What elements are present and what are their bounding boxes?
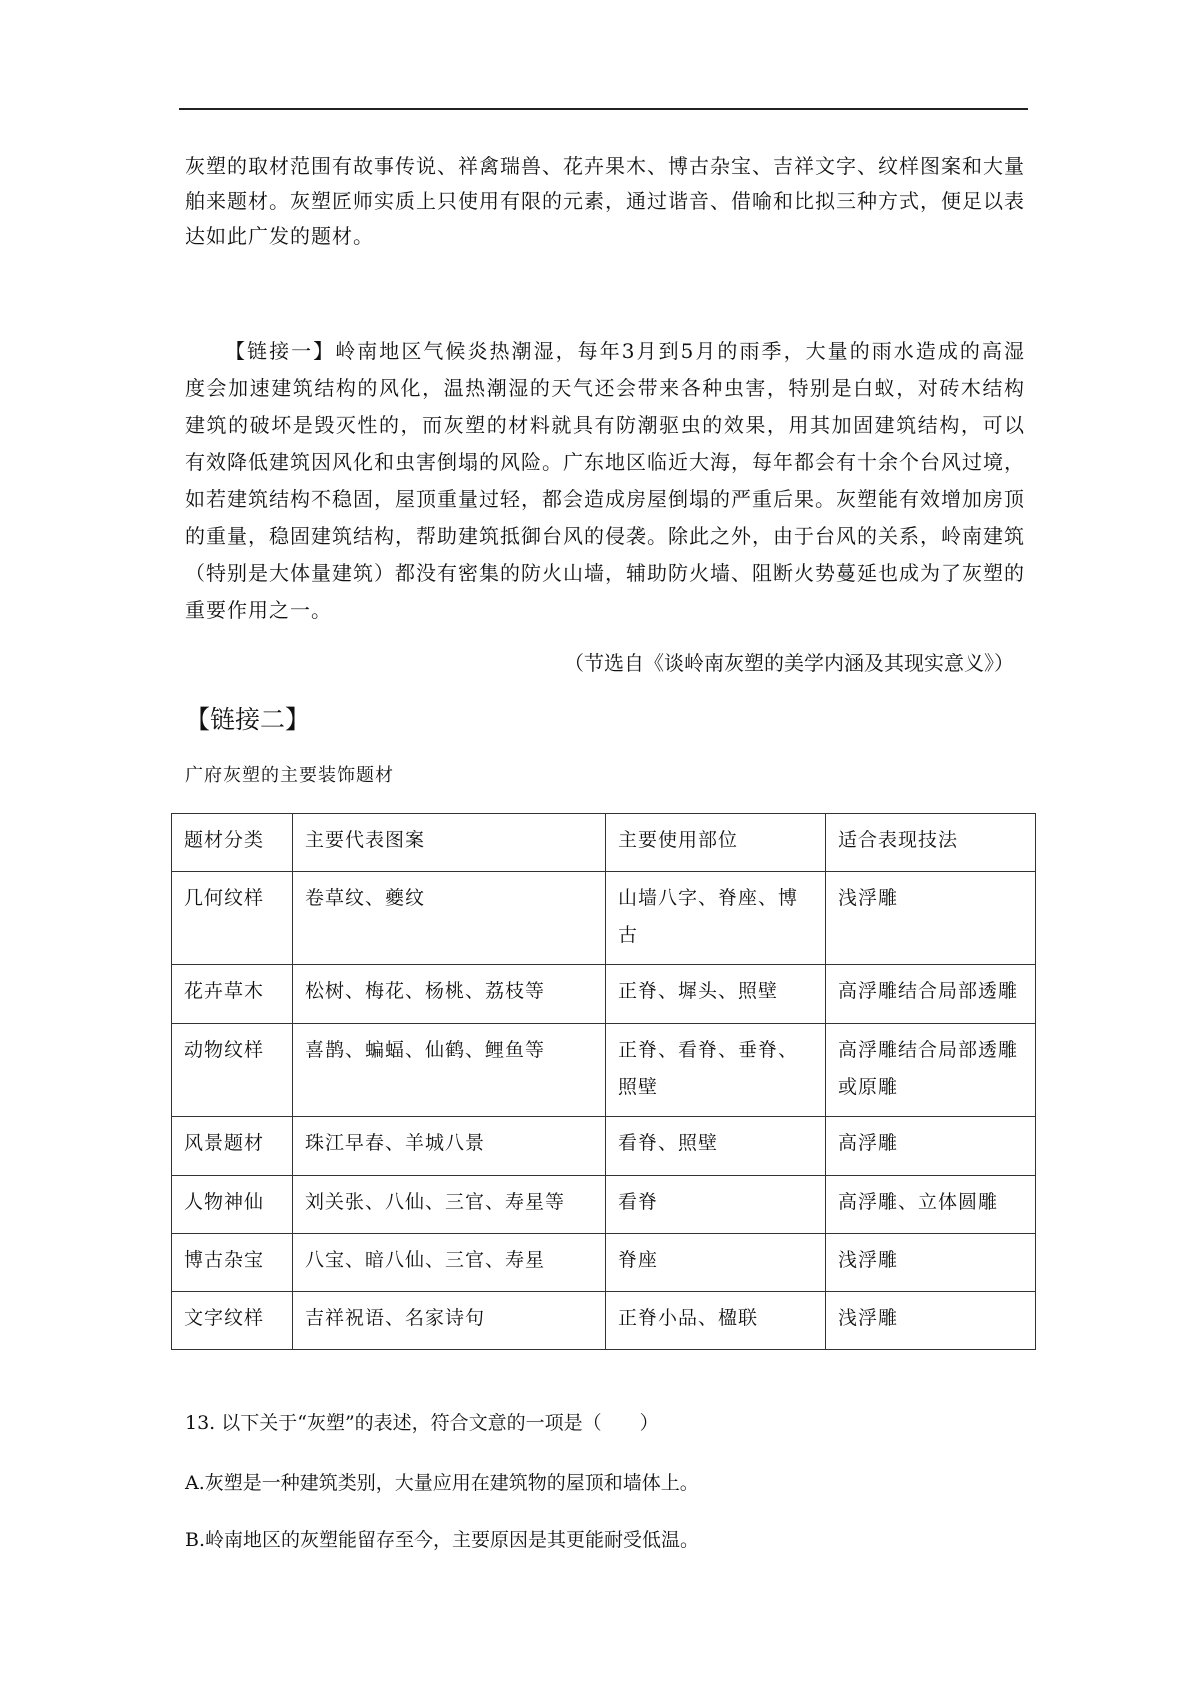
header-cell: 主要使用部位 (606, 814, 826, 872)
table-header-row (172, 814, 1036, 872)
table-cell: 浅浮雕 (826, 1234, 1036, 1292)
table-cell: 吉祥祝语、名家诗句 (293, 1292, 606, 1350)
table-row (172, 1234, 1036, 1292)
question-stem: 13. 以下关于“灰塑”的表述，符合文意的一项是（ ） (185, 1412, 659, 1434)
table-cell: 正脊、看脊、垂脊、照壁 (606, 1024, 826, 1117)
table-cell: 动物纹样 (172, 1024, 293, 1117)
table-row (172, 1117, 1036, 1176)
text-line: 度会加速建筑结构的风化，温热潮湿的天气还会带来各种虫害，特别是白蚁，对砖木结构 (185, 376, 1025, 400)
table-cell: 刘关张、八仙、三官、寿星等 (293, 1176, 606, 1234)
text-line: （特别是大体量建筑）都没有密集的防火山墙，辅助防火墙、阻断火势蔓延也成为了灰塑的 (185, 561, 1025, 585)
table-cell: 高浮雕结合局部透雕或原雕 (826, 1024, 1036, 1117)
link-two-heading: 【链接二】 (185, 705, 311, 734)
text-line: 达如此广发的题材。 (185, 224, 374, 248)
option-b: B.岭南地区的灰塑能留存至今，主要原因是其更能耐受低温。 (185, 1529, 700, 1551)
table-cell: 高浮雕结合局部透雕 (826, 965, 1036, 1024)
table-caption: 广府灰塑的主要装饰题材 (185, 765, 394, 786)
table-cell: 卷草纹、夔纹 (293, 872, 606, 965)
table-cell: 高浮雕、立体圆雕 (826, 1176, 1036, 1234)
option-a: A.灰塑是一种建筑类别，大量应用在建筑物的屋顶和墙体上。 (185, 1472, 699, 1494)
header-rule (179, 108, 1028, 110)
table-cell: 风景题材 (172, 1117, 293, 1176)
text-line: 舶来题材。灰塑匠师实质上只使用有限的元素，通过谐音、借喻和比拟三种方式，便足以表 (185, 189, 1025, 213)
table-cell: 看脊 (606, 1176, 826, 1234)
table-cell: 高浮雕 (826, 1117, 1036, 1176)
table-cell: 几何纹样 (172, 872, 293, 965)
table-cell: 人物神仙 (172, 1176, 293, 1234)
table-cell: 花卉草木 (172, 965, 293, 1024)
table-cell: 博古杂宝 (172, 1234, 293, 1292)
table-cell: 松树、梅花、杨桃、荔枝等 (293, 965, 606, 1024)
decoration-themes-table (171, 813, 1036, 1350)
table-cell: 珠江早春、羊城八景 (293, 1117, 606, 1176)
table-row (172, 1292, 1036, 1350)
table-cell: 八宝、暗八仙、三官、寿星 (293, 1234, 606, 1292)
header-cell: 主要代表图案 (293, 814, 606, 872)
text-line: 【链接一】岭南地区气候炎热潮湿，每年3月到5月的雨季，大量的雨水造成的高湿 (225, 339, 1025, 363)
table-row (172, 872, 1036, 965)
table-row (172, 1024, 1036, 1117)
table-row (172, 965, 1036, 1024)
table-cell: 正脊小品、楹联 (606, 1292, 826, 1350)
table-cell: 文字纹样 (172, 1292, 293, 1350)
text-line: 的重量，稳固建筑结构，帮助建筑抵御台风的侵袭。除此之外，由于台风的关系，岭南建筑 (185, 524, 1025, 548)
text-line: 灰塑的取材范围有故事传说、祥禽瑞兽、花卉果木、博古杂宝、吉祥文字、纹样图案和大量 (185, 154, 1025, 178)
table-cell: 看脊、照壁 (606, 1117, 826, 1176)
table-cell: 山墙八字、脊座、博古 (606, 872, 826, 965)
table-row (172, 1176, 1036, 1234)
header-cell: 适合表现技法 (826, 814, 1036, 872)
table-cell: 脊座 (606, 1234, 826, 1292)
text-line: 有效降低建筑因风化和虫害倒塌的风险。广东地区临近大海，每年都会有十余个台风过境， (185, 450, 1025, 474)
text-line: 如若建筑结构不稳固，屋顶重量过轻，都会造成房屋倒塌的严重后果。灰塑能有效增加房顶 (185, 487, 1025, 511)
table-cell: 正脊、墀头、照壁 (606, 965, 826, 1024)
header-cell: 题材分类 (172, 814, 293, 872)
table-cell: 浅浮雕 (826, 872, 1036, 965)
text-line: 重要作用之一。 (185, 598, 332, 622)
source-citation: （节选自《谈岭南灰塑的美学内涵及其现实意义》） (564, 651, 1014, 675)
table-cell: 喜鹊、蝙蝠、仙鹤、鲤鱼等 (293, 1024, 606, 1117)
text-line: 建筑的破坏是毁灭性的，而灰塑的材料就具有防潮驱虫的效果，用其加固建筑结构，可以 (185, 413, 1025, 437)
table-cell: 浅浮雕 (826, 1292, 1036, 1350)
